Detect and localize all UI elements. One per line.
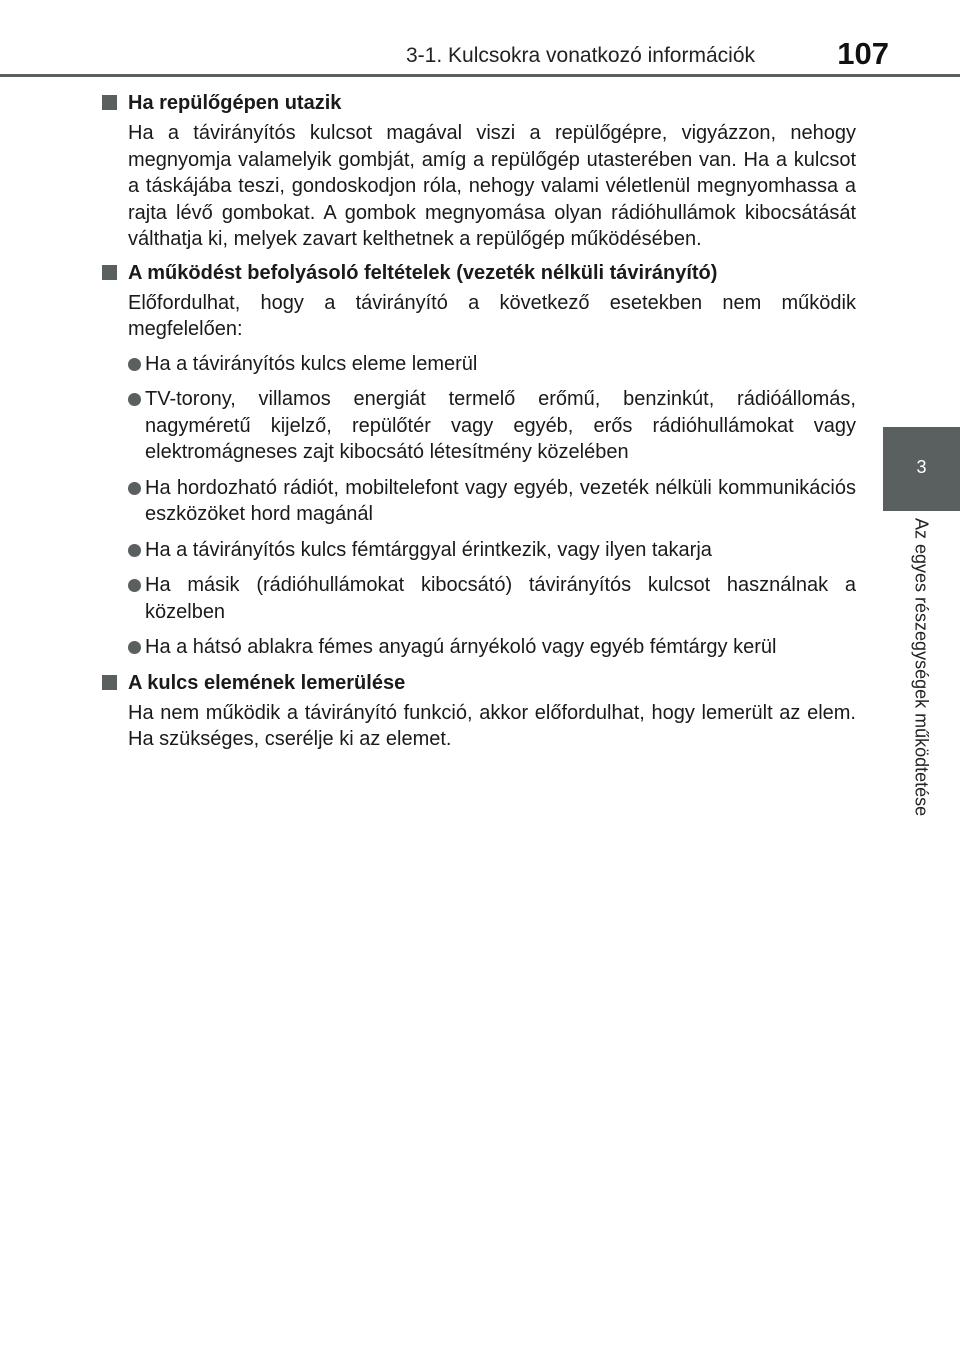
section-paragraph: Előfordulhat, hogy a távirányító a következő esetekben nem működik megfelelően: [128, 291, 856, 340]
page-content [100, 90, 856, 753]
list-item-text: Ha a távirányítós kulcs fémtárggyal érintkezik, vagy ilyen takarja [145, 538, 712, 561]
header-rule [0, 74, 960, 77]
condition-list [100, 351, 856, 661]
section-paragraph: Ha a távirányítós kulcsot magával viszi a repülőgépre, vigyázzon, nehogy megnyomja valamelyik gombját, amíg a repülőgép utasterében van. Ha a kulcsot a táskájába teszi, gondoskodjon róla, nehogy valami véletlenül megnyomhassa a rajta lévő gombokat. A gombok megnyomása olyan rádióhullámok kibocsátását válthatja ki, melyek zavart kelthetnek a repülőgép működésében. [128, 122, 856, 250]
section-battery-depletion [100, 670, 856, 753]
square-bullet-icon [102, 95, 117, 110]
list-item [100, 572, 856, 625]
list-item [100, 386, 856, 466]
square-bullet-icon [102, 265, 117, 280]
circle-bullet-icon [128, 393, 141, 406]
list-item [100, 475, 856, 528]
list-item-text: Ha a hátsó ablakra fémes anyagú árnyékoló vagy egyéb fémtárgy kerül [145, 636, 777, 658]
chapter-side-tab [883, 427, 960, 511]
section-operating-conditions [100, 260, 856, 661]
section-heading-text: A működést befolyásoló feltételek (vezeték nélküli távirányító) [128, 261, 718, 284]
section-heading [100, 260, 856, 286]
list-item-text: Ha másik (rádióhullámokat kibocsátó) távirányítós kulcsot használnak a közelben [145, 574, 856, 623]
section-paragraph: Ha nem működik a távirányító funkció, akkor előfordulhat, hogy lemerült az elem. Ha szükséges, cserélje ki az elemet. [128, 701, 856, 750]
chapter-number: 3 [916, 457, 927, 477]
list-item [100, 537, 856, 564]
square-bullet-icon [102, 675, 117, 690]
section-heading-text: A kulcs elemének lemerülése [128, 671, 406, 694]
circle-bullet-icon [128, 482, 141, 495]
section-heading [100, 670, 856, 696]
circle-bullet-icon [128, 358, 141, 371]
page-header [0, 0, 960, 80]
circle-bullet-icon [128, 544, 141, 557]
list-item [100, 351, 856, 378]
chapter-title: 3-1. Kulcsokra vonatkozó információk [406, 44, 755, 67]
section-heading-text: Ha repülőgépen utazik [128, 92, 342, 114]
section-heading [100, 90, 856, 116]
list-item-text: Ha hordozható rádiót, mobiltelefont vagy egyéb, vezeték nélküli kommunikációs eszközöket hord magánál [145, 476, 856, 525]
section-airplane [100, 90, 856, 253]
list-item-text: TV-torony, villamos energiát termelő erőmű, benzinkút, rádióállomás, nagyméretű kijelző, repülőtér vagy egyéb, erős rádióhullámokat vagy elektromágneses zajt kibocsátó létesítmény közelében [145, 388, 856, 463]
list-item [100, 634, 856, 661]
list-item-text: Ha a távirányítós kulcs eleme lemerül [145, 352, 478, 375]
page-number: 107 [837, 36, 889, 71]
circle-bullet-icon [128, 579, 141, 592]
chapter-side-caption-text: Az egyes részegységek működtetése [911, 518, 932, 817]
circle-bullet-icon [128, 641, 141, 654]
